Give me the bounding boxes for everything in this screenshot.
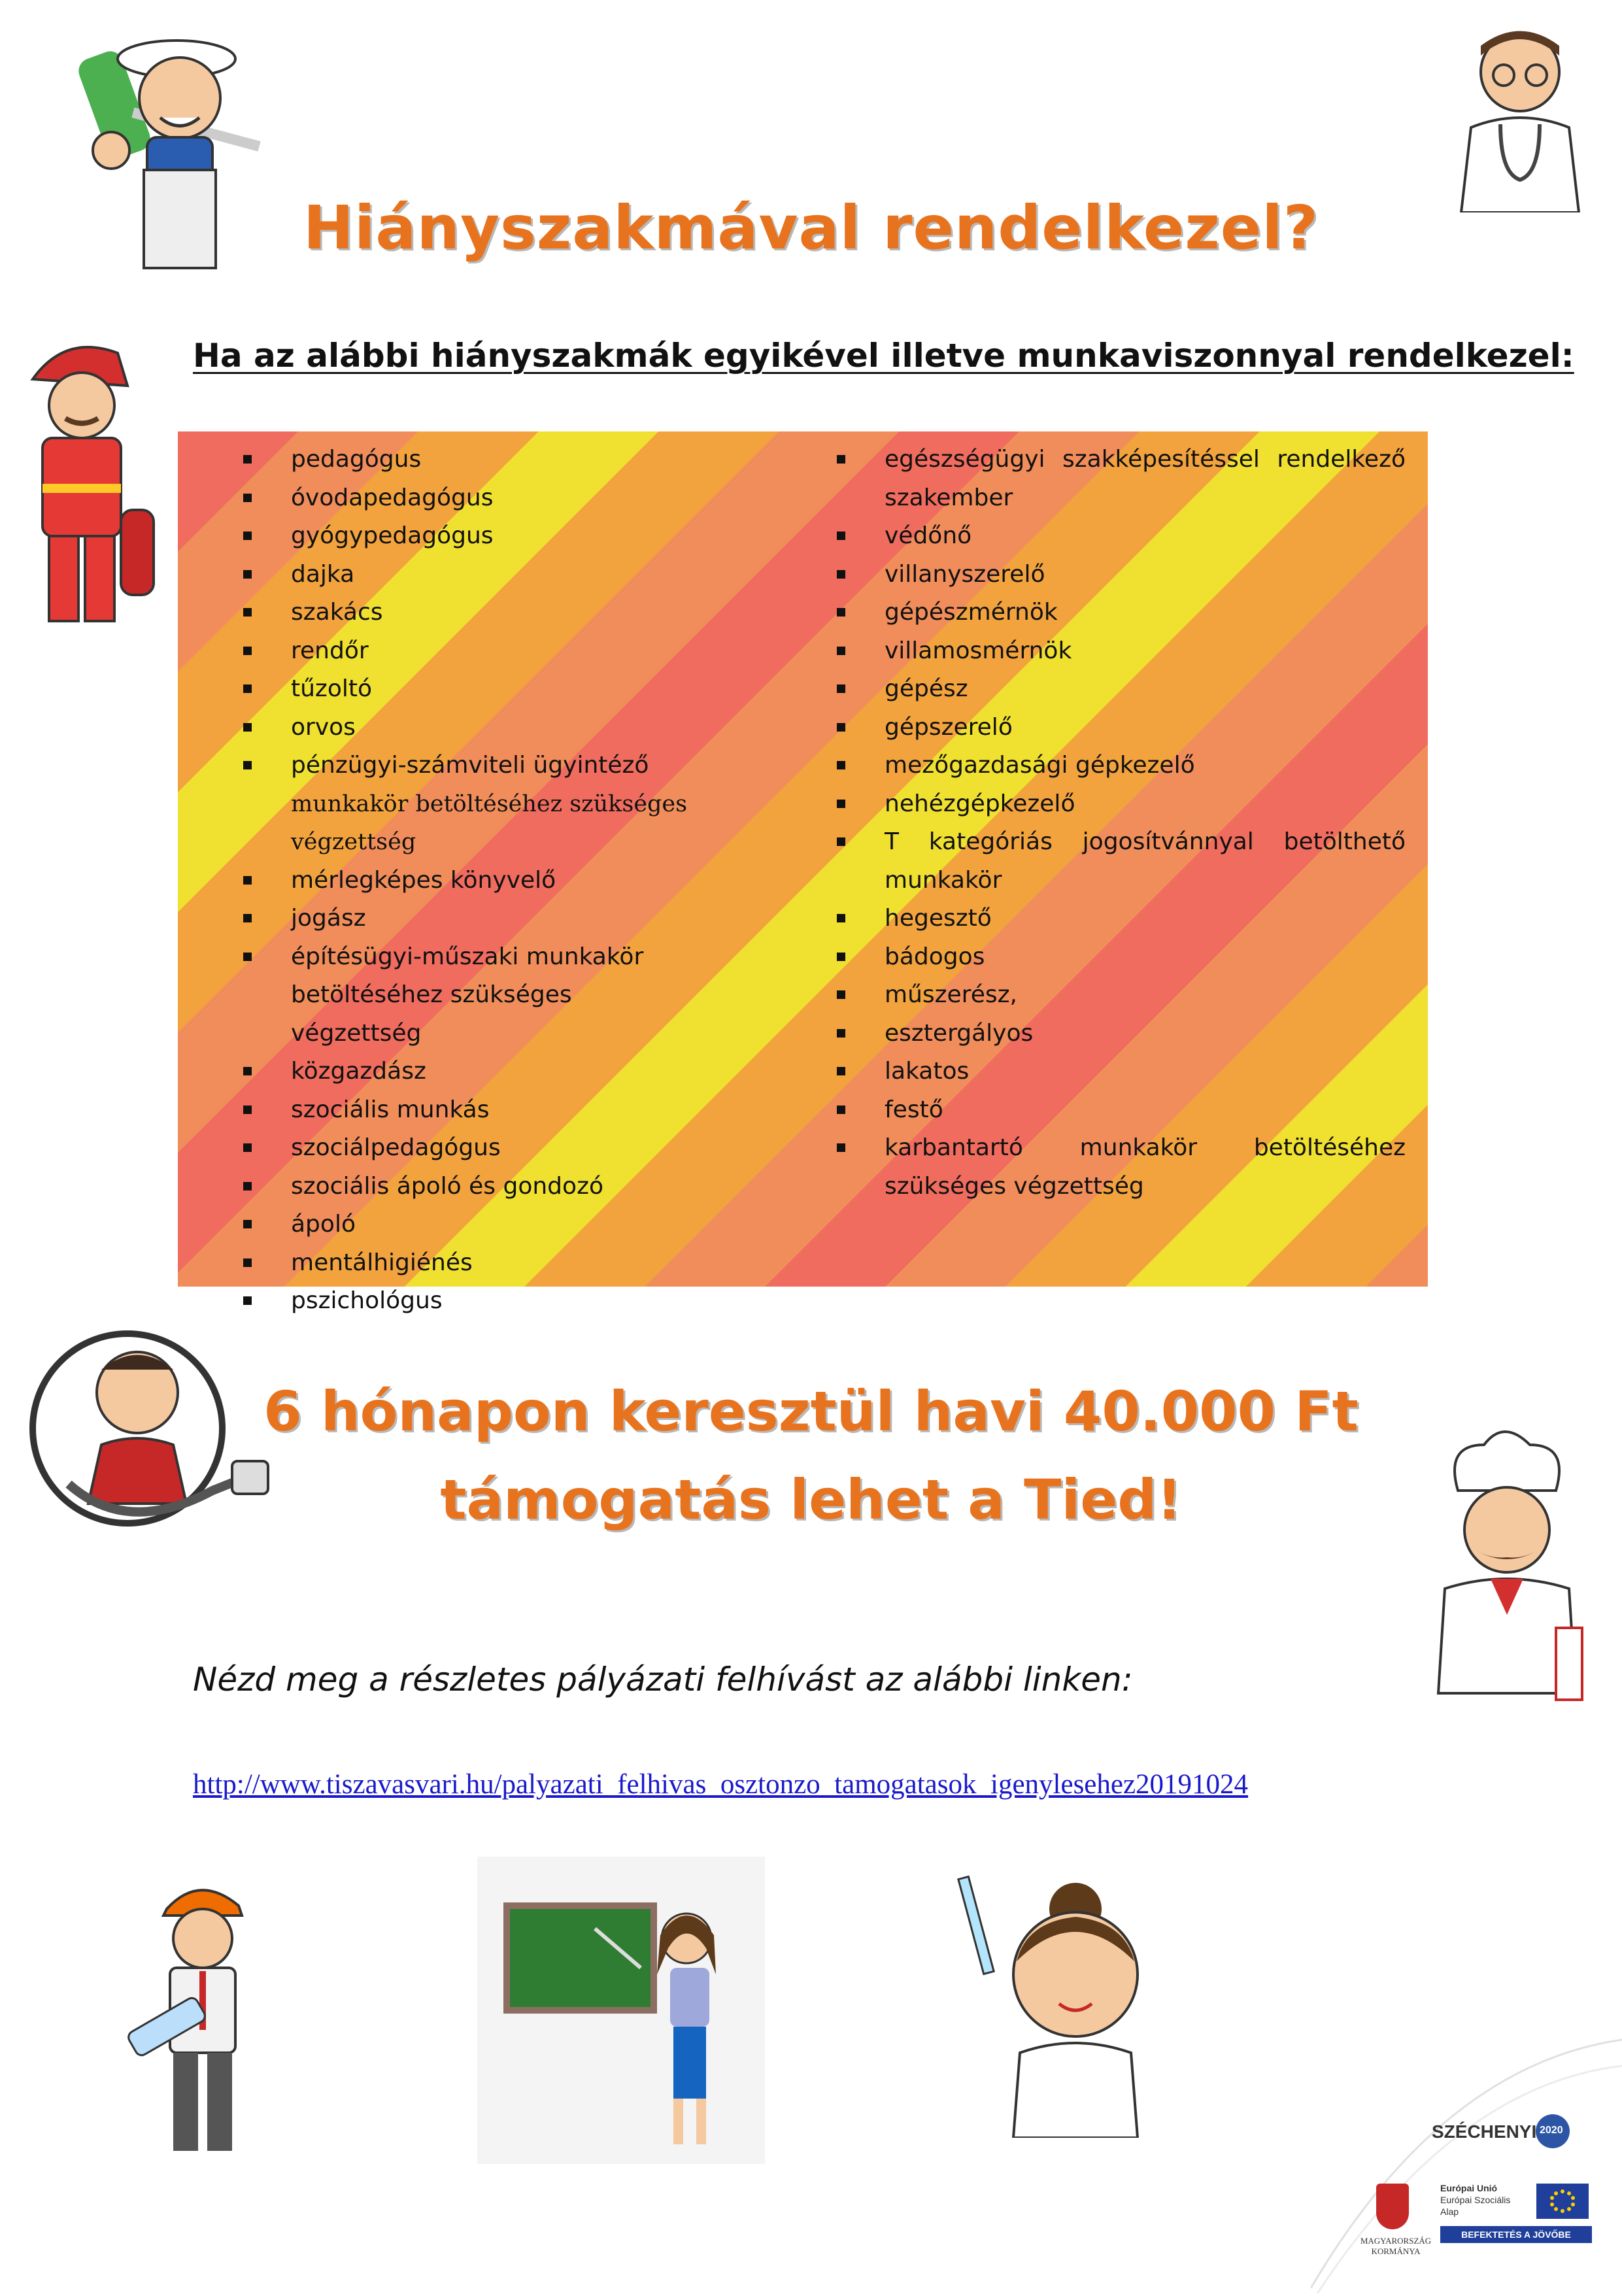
list-item: egészségügyi szakképesítéssel rendelkező szakember [837, 441, 1406, 517]
list-item: esztergályos [837, 1015, 1406, 1053]
list-item: építésügyi-műszaki munkakör betöltéséhez szükséges végzettség [243, 938, 709, 1053]
list-item: orvos [243, 709, 910, 747]
list-item: karbantartó munkakör betöltéséhez szükséges végzettség [837, 1129, 1406, 1206]
list-item: jogász [243, 900, 910, 938]
list-item: lakatos [837, 1053, 1406, 1091]
list-item: pedagógus [243, 441, 910, 479]
gov-line-2: KORMÁNYA [1371, 2246, 1421, 2256]
list-item: óvodapedagógus [243, 479, 910, 518]
szechenyi-year: 2020 [1540, 2125, 1563, 2136]
list-item: védőnő [837, 517, 1406, 556]
list-item: dajka [243, 556, 910, 594]
professions-right-list [837, 441, 1406, 1206]
eu-line-3: Alap [1440, 2206, 1459, 2217]
list-item: mentálhigiénés [243, 1244, 910, 1283]
gov-line-1: MAGYARORSZÁG [1360, 2236, 1432, 2246]
list-item: pszichológus [243, 1282, 910, 1321]
offer-line-2: támogatás lehet a Tied! [440, 1468, 1182, 1532]
doctor-illustration [1435, 16, 1605, 212]
list-item: bádogos [837, 938, 1406, 977]
list-item: mezőgazdasági gépkezelő [837, 747, 1406, 785]
chef-illustration [1406, 1419, 1608, 1713]
eu-line-2: Európai Szociális [1440, 2195, 1511, 2205]
slogan-banner: BEFEKTETÉS A JÖVŐBE [1440, 2226, 1592, 2243]
list-item: festő [837, 1091, 1406, 1130]
intro-text: Ha az alábbi hiányszakmák egyikével illetve munkaviszonnyal rendelkezel: [193, 337, 1574, 375]
link-intro: Nézd meg a részletes pályázati felhívást az alábbi linken: [193, 1661, 1133, 1698]
list-item: nehézgépkezelő [837, 785, 1406, 824]
list-item-suffix: munkakör betöltéséhez szükséges végzettség [291, 790, 688, 855]
szechenyi-text: SZÉCHENYI [1432, 2121, 1537, 2142]
list-item: hegesztő [837, 900, 1406, 938]
eu-line-1: Európai Unió [1440, 2183, 1498, 2193]
list-item: szakács [243, 594, 910, 632]
list-item: gépszerelő [837, 709, 1406, 747]
gov-text [1350, 2236, 1442, 2257]
szechenyi-logo-block [1311, 2027, 1622, 2293]
page-title: Hiányszakmával rendelkezel? [303, 193, 1319, 263]
nurse-illustration [955, 1863, 1170, 2138]
offer-line-1: 6 hónapon keresztül havi 40.000 Ft [263, 1379, 1359, 1443]
list-item-prefix: pénzügyi-számviteli ügyintéző [291, 752, 649, 779]
list-item: gyógypedagógus [243, 517, 910, 556]
list-item: tűzoltó [243, 670, 910, 709]
list-item: szociális munkás [243, 1091, 910, 1130]
list-item: közgazdász [243, 1053, 910, 1091]
list-item [243, 747, 762, 862]
list-item: szociális ápoló és gondozó [243, 1168, 910, 1206]
list-item: villamosmérnök [837, 632, 1406, 671]
eu-flag-icon [1536, 2184, 1589, 2219]
list-item: T kategóriás jogosítvánnyal betölthető munkakör [837, 823, 1406, 900]
professions-left-list [243, 441, 910, 1321]
coat-of-arms-icon [1376, 2184, 1409, 2229]
list-item: gépészmérnök [837, 594, 1406, 632]
engineer-illustration [114, 1863, 304, 2164]
list-item: ápoló [243, 1206, 910, 1244]
teacher-illustration [477, 1857, 765, 2164]
firefighter-illustration [13, 327, 163, 634]
list-item: műszerész, [837, 976, 1406, 1015]
list-item: villanyszerelő [837, 556, 1406, 594]
eu-text [1440, 2182, 1510, 2218]
list-item: gépész [837, 670, 1406, 709]
eu-stars-icon [1536, 2184, 1589, 2219]
list-item: mérlegképes könyvelő [243, 862, 910, 900]
professions-panel [178, 431, 1428, 1314]
list-item: rendőr [243, 632, 910, 671]
list-item: szociálpedagógus [243, 1129, 910, 1168]
call-link[interactable]: http://www.tiszavasvari.hu/palyazati_felhivas_osztonzo_tamogatasok_igenylesehez20191024 [193, 1769, 1249, 1800]
